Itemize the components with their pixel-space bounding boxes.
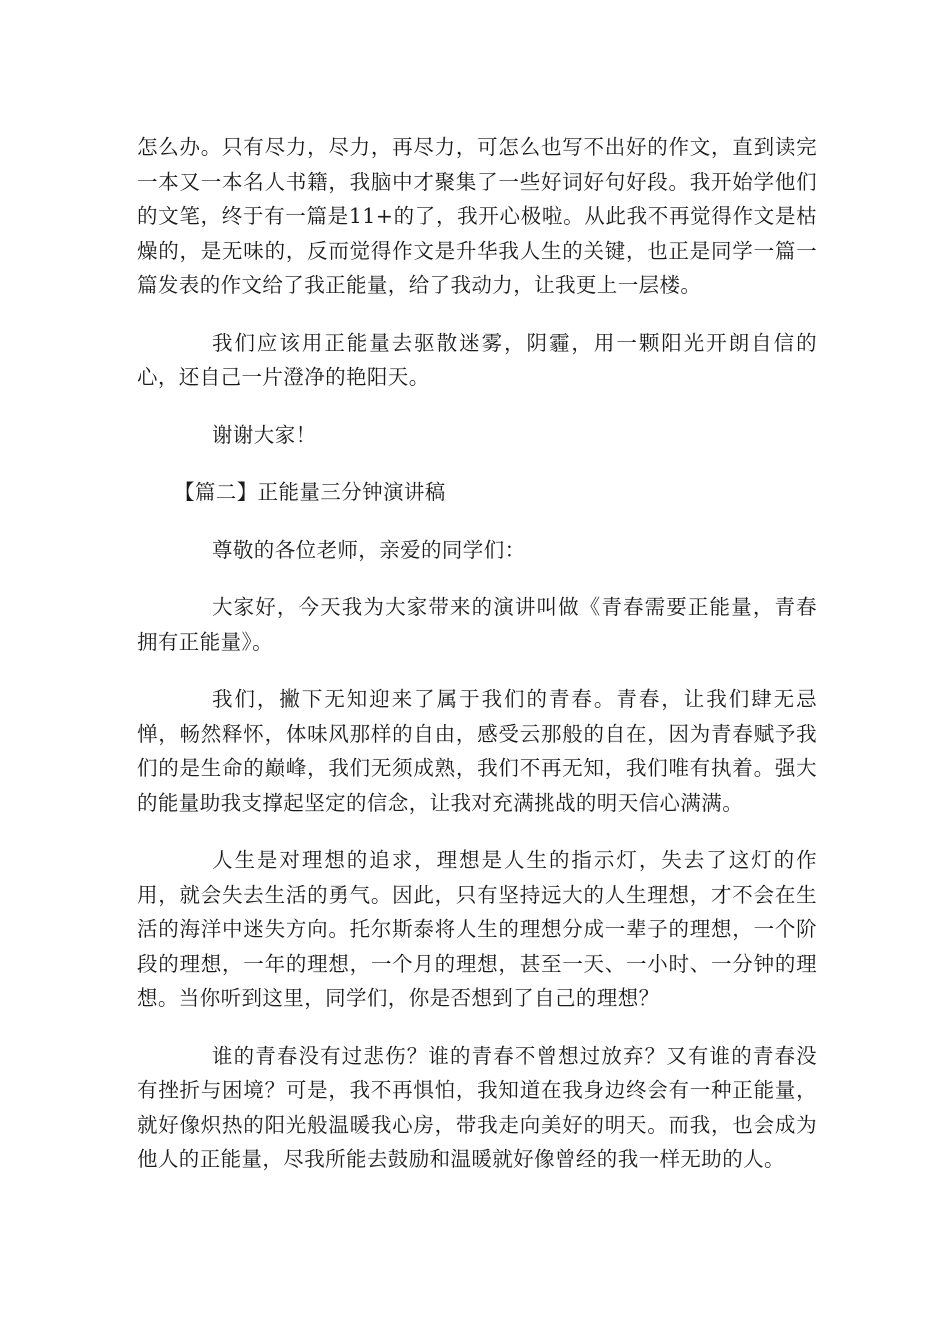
document-body — [137, 130, 817, 1200]
paragraph-positive-energy: 我们应该用正能量去驱散迷雾，阴霾，用一颗阳光开朗自信的心，还自己一片澄净的艳阳天。 — [137, 330, 817, 389]
paragraph-continuation: 怎么办。只有尽力，尽力，再尽力，可怎么也写不出好的作文，直到读完一本又一本名人书籍，我脑中才聚集了一些好词好句好段。我开始学他们的文笔，终于有一篇是11+的了，我开心极啦。从此我不再觉得作文是枯燥的，是无味的，反而觉得作文是升华我人生的关键，也正是同学一篇一篇发表的作文给了我正能量，给了我动力，让我更上一层楼。 — [137, 135, 817, 297]
paragraph-thanks: 谢谢大家！ — [212, 422, 317, 447]
paragraph-youth: 我们，撇下无知迎来了属于我们的青春。青春，让我们肆无忌惮，畅然释怀，体味风那样的自由，感受云那般的自在，因为青春赋予我们的是生命的巅峰，我们无须成熟，我们不再无知，我们唯有执着。强大的能量助我支撑起坚定的信念，让我对充满挑战的明天信心满满。 — [137, 687, 817, 815]
paragraph-ideals: 人生是对理想的追求，理想是人生的指示灯，失去了这灯的作用，就会失去生活的勇气。因此，只有坚持远大的人生理想，才不会在生活的海洋中迷失方向。托尔斯泰将人生的理想分成一辈子的理想，一个阶段的理想，一年的理想，一个月的理想，甚至一天、一小时、一分钟的理想。当你听到这里，同学们，你是否想到了自己的理想？ — [137, 848, 817, 1010]
paragraph-greeting: 大家好，今天我为大家带来的演讲叫做《青春需要正能量，青春拥有正能量》。 — [137, 595, 817, 654]
section-heading: 【篇二】正能量三分钟演讲稿 — [174, 480, 446, 504]
paragraph-hardship: 谁的青春没有过悲伤？谁的青春不曾想过放弃？又有谁的青春没有挫折与困境？可是，我不再惧怕，我知道在我身边终会有一种正能量，就好像炽热的阳光般温暖我心房，带我走向美好的明天。而我，也会成为他人的正能量，尽我所能去鼓励和温暖就好像曾经的我一样无助的人。 — [137, 1043, 817, 1171]
paragraph-salutation: 尊敬的各位老师，亲爱的同学们： — [212, 537, 526, 562]
